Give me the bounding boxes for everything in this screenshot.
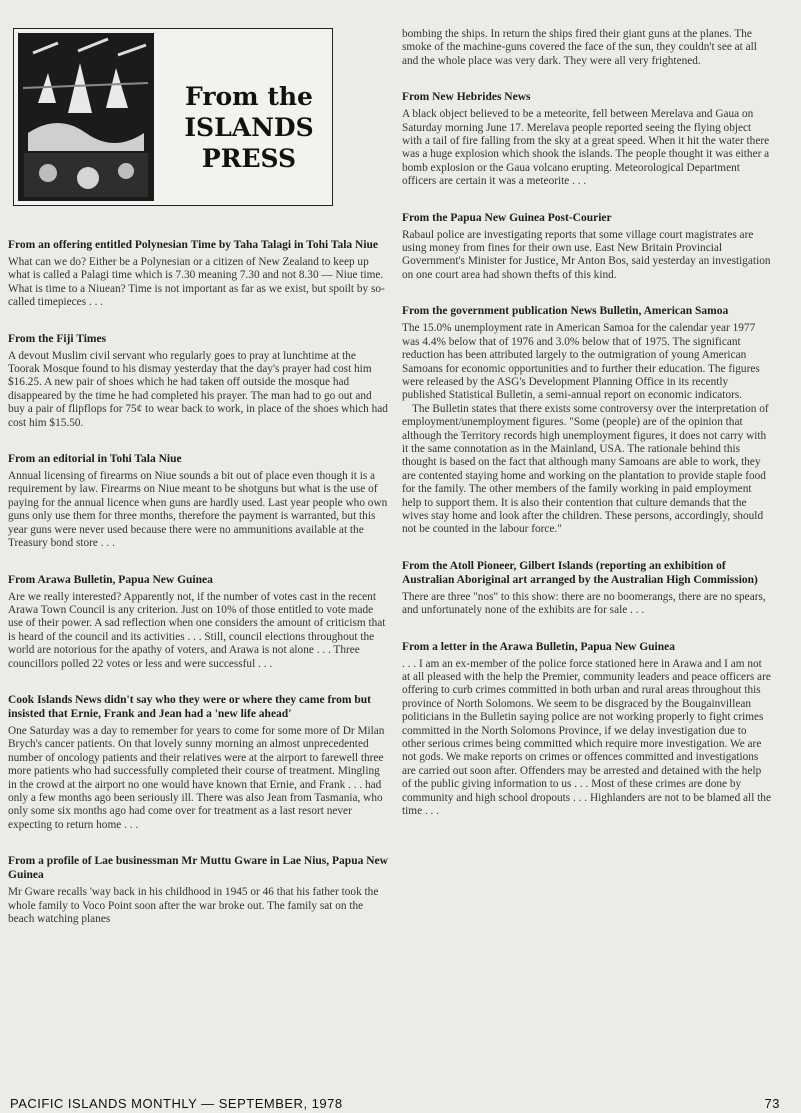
continued-article-text: bombing the ships. In return the ships fired their giant guns at the planes. The smoke of the machine-guns covered the face of the sun, they couldn't see at all and the whole place was very dark. They were all very frightened. [402, 28, 757, 67]
article-paragraph: A black object believed to be a meteorite, fell between Merelava and Gaua on Saturday morning June 17. Merelava people reported seeing the flying object with a tail of fire falling from the sky at a great speed. When it hit the water there was a huge explosion which shook the islands. The people thought it was either a bomb explosion or the Gaua volcano erupting. Meteorological Department officers are certain it was a meteorite . . . [402, 108, 770, 188]
article-paragraph: Rabaul police are investigating reports that some village court magistrates are using money from fines for their own use. East New Britain Provincial Government's Minister for Justice, Mr Anton Bos, said yesterday an investigation on one court area had shown thefts of this kind. [402, 228, 771, 281]
article-paragraph: One Saturday was a day to remember for years to come for some more of Dr Milan Brych's cancer patients. On that lovely sunny morning an almost unprecedented number of oncology patients and their relatives were at the airport to farewell three more patients who had successfully completed their course of treatment. Mingling in the crowd at the airport no one would have known that Ernie, and Frank . . . had only a few months ago been seriously ill. There was also Jean from Tasmania, who only some six months ago had come over for treatment as a last resort never expecting to return home . . . [8, 724, 385, 831]
right-articles [402, 90, 772, 818]
article-source-heading: From the Papua New Guinea Post-Courier [402, 211, 612, 224]
masthead-illustration [18, 33, 154, 201]
right-column [402, 28, 772, 840]
article-paragraph: Are we really interested? Apparently not, if the number of votes cast in the recent Arawa Town Council is any criterion. Just on 10% of those entitled to vote made use of their power. A sad reflection when one considers the amount of criticism that is heard of the council and its activities . . . Still, council elections throughout the world are notorious for the apathy of voters, and Arawa is not alone . . . Three councillors polled 22 votes or less and were successful . . . [8, 590, 386, 670]
article-body [8, 725, 390, 832]
page-number: 73 [764, 1096, 780, 1111]
article-item [402, 304, 772, 537]
article-source-heading: From a profile of Lae businessman Mr Muttu Gware in Lae Nius, Papua New Guinea [8, 855, 388, 882]
article-body [8, 470, 390, 550]
article-body [402, 229, 772, 283]
article-source-heading: From the Fiji Times [8, 332, 107, 345]
article-paragraph: There are three "nos" to this show: there are no boomerangs, there are no spears, and unfortunately none of the exhibits are for sale . . . [402, 590, 766, 617]
article-body [8, 591, 390, 671]
article-item [8, 238, 390, 310]
article-item [8, 573, 390, 671]
article-item [8, 693, 390, 832]
article-paragraph: The 15.0% unemployment rate in American Samoa for the calendar year 1977 was 4.4% below that of 1976 and 3.0% below that of 1975. The significant reduction has been attributed largely to the outmigration of young American Samoans for economic opportunities and to further their education. The figures were released by the ASG's Development Planning Office in its recently published Statistical Bulletin, a semi-annual report on economic indicators. [402, 322, 760, 402]
masthead-line-3: PRESS [201, 144, 297, 173]
article-source-heading: From an offering entitled Polynesian Time by Taha Talagi in Tohi Tala Niue [8, 239, 379, 251]
masthead-line-2: ISLANDS [184, 113, 314, 142]
article-body [402, 658, 772, 819]
article-paragraph: . . . I am an ex-member of the police force stationed here in Arawa and I am not at all pleased with the help the Premier, community leaders and peace officers are offering to curb crimes committed in both urban and rural areas throughout this province of North Solomons. We seem to be disgraced by the Bougainvillean politicians in the Bulletin saying police are not working properly to fight crimes committed in the North Solomons Province, if we delay investigation due to other serious crimes being committed which require more investigation. We are not gods. We make reports on crimes or offences committed and investigations are carried out soon after. Offenders may be arrested and detained with the help of the public giving information to us . . . Most of these crimes are done by community and high school dropouts . . . Highlanders are not to be blamed all the time . . . [402, 657, 771, 818]
article-paragraph: Mr Gware recalls 'way back in his childhood in 1945 or 46 that his father took the whole family to Voco Point soon after the war broke out. The family sat on the beach watching planes [8, 886, 379, 925]
article-body [402, 108, 772, 188]
page-footer [10, 1096, 790, 1112]
masthead-title [164, 81, 334, 174]
article-paragraph: A devout Muslim civil servant who regularly goes to pray at lunchtime at the Toorak Mosque found to his dismay yesterday that the day's prayer had cost him $16.25. A new pair of shoes which he had taken off outside the mosque had disappeared by the time he had completed his prayer. The man had to go out and buy a pair of flipflops for 75¢ to wear back to work, in place of the shoes which had cost him $15.50. [8, 349, 388, 429]
article-body [402, 591, 772, 618]
left-articles [8, 238, 390, 926]
article-body [8, 256, 390, 310]
article-body [402, 322, 772, 537]
left-column [8, 28, 390, 948]
article-body [8, 350, 390, 430]
article-source-heading: From Arawa Bulletin, Papua New Guinea [8, 573, 213, 586]
article-source-heading: From an editorial in Tohi Tala Niue [8, 453, 182, 466]
article-source-heading: From the government publication News Bulletin, American Samoa [402, 305, 729, 318]
article-paragraph: Annual licensing of firearms on Niue sounds a bit out of place even though it is a requirement by law. Firearms on Niue meant to be shotguns but what is the use of paying for the annual licence when guns are hardly used. Last year people who own guns only use them for three months, therefore the payment is warranted, but this year guns were never used because there were no ammunitions available at the Treasury bond store . . . [8, 470, 388, 550]
article-item [402, 90, 772, 188]
article-source-heading: From a letter in the Arawa Bulletin, Papua New Guinea [402, 640, 676, 653]
article-item [402, 640, 772, 819]
article-body [8, 886, 390, 926]
masthead-box [13, 28, 333, 206]
masthead-line-1: From the [185, 82, 313, 111]
article-paragraph: The Bulletin states that there exists some controversy over the interpretation of employment/unemployment figures. "Some (people) are of the opinion that although the Territory records high unemployment figures, it does not carry with it the same connotation as in the Mainland, USA. The rationale behind this thought is based on the fact that although many Samoans are able to work, they are contented staying home and working on the plantation to provide staple food for the family. The other members of the family working in paid employment help to support them. It is also their contention that culture demands that the wives stay home and look after the children. These persons, accordingly, should not be counted in the labour force." [402, 402, 769, 536]
article-source-heading: From the Atoll Pioneer, Gilbert Islands (reporting an exhibition of Australian Aboriginal art arranged by the Australian High Commission) [402, 559, 758, 586]
article-paragraph: What can we do? Either be a Polynesian or a citizen of New Zealand to keep up what is called a Palagi time which is 7.30 meaning 7.30 and not 8.30 — Niue time. What is time to a Niuean? Time is not important as far as we exist, but spoilt by so-called timepieces . . . [8, 256, 385, 309]
article-item [8, 332, 390, 430]
article-item [402, 559, 772, 618]
article-source-heading: Cook Islands News didn't say who they were or where they came from but insisted that Ernie, Frank and Jean had a 'new life ahead' [8, 693, 371, 720]
publication-line: PACIFIC ISLANDS MONTHLY — SEPTEMBER, 1978 [10, 1096, 343, 1111]
article-item [8, 854, 390, 926]
article-source-heading: From New Hebrides News [402, 91, 531, 104]
article-item [8, 452, 390, 550]
article-item [402, 211, 772, 283]
